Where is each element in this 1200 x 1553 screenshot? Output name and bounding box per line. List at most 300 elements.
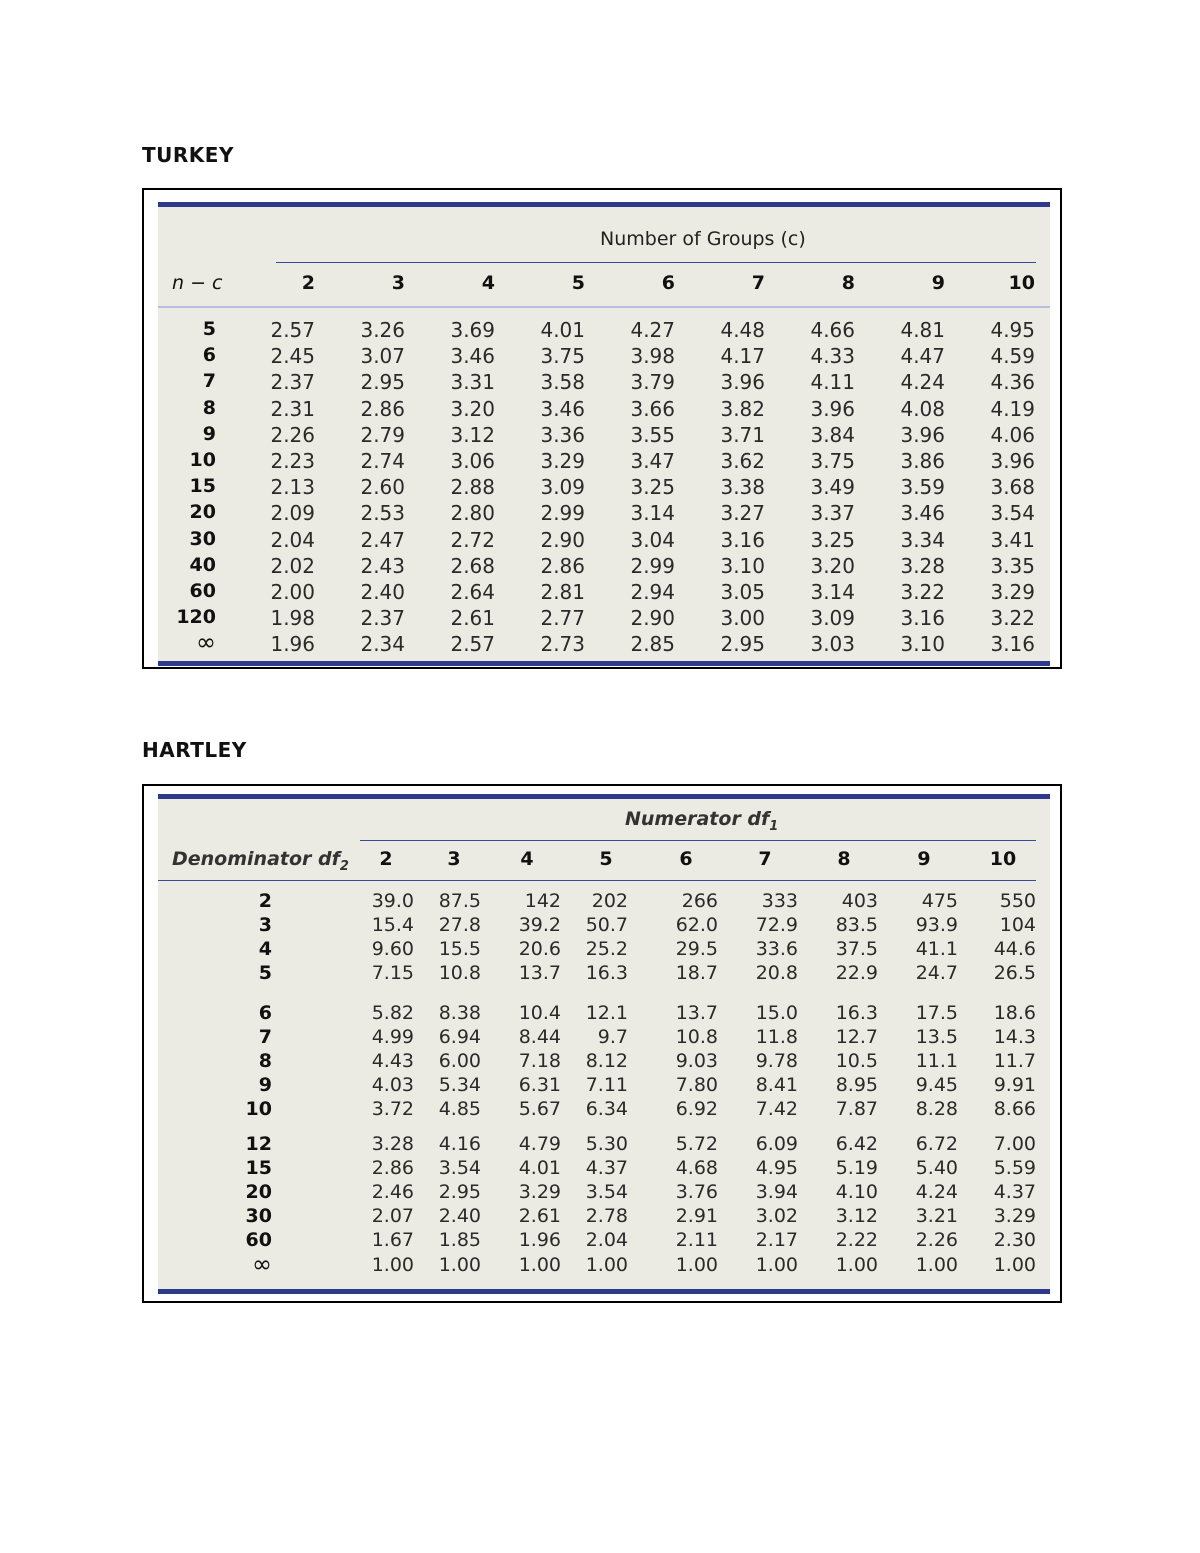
- table-cell: 2.95: [360, 370, 405, 395]
- table-cell: 2.78: [585, 1205, 628, 1227]
- table-cell: 39.2: [518, 914, 561, 936]
- table-cell: 3.29: [993, 1205, 1036, 1227]
- table-cell: 44.6: [993, 938, 1036, 960]
- table-cell: 3.28: [900, 553, 945, 578]
- table-cell: 93.9: [915, 914, 958, 936]
- table-cell: 2.74: [360, 449, 405, 473]
- row-label: 3: [258, 914, 272, 936]
- table-cell: 8.66: [993, 1098, 1036, 1120]
- table-cell: 5.40: [915, 1157, 958, 1179]
- table-cell: 3.26: [360, 318, 405, 342]
- table-cell: 72.9: [755, 914, 798, 936]
- table-cell: 3.37: [810, 501, 855, 526]
- table-cell: 2.17: [755, 1229, 798, 1251]
- table-cell: 2.99: [540, 501, 585, 526]
- row-label: 6: [202, 344, 216, 367]
- table-cell: 2.86: [360, 396, 405, 421]
- table-cell: 3.71: [720, 422, 765, 447]
- table-cell: 2.40: [438, 1205, 481, 1227]
- table-cell: 333: [761, 890, 798, 912]
- table-cell: 4.47: [900, 344, 945, 369]
- table-cell: 3.62: [720, 449, 765, 473]
- table-cell: 3.28: [371, 1133, 414, 1155]
- table-cell: 9.60: [371, 938, 414, 960]
- row-label: 6: [258, 1002, 272, 1024]
- table-cell: 10.4: [518, 1002, 561, 1024]
- table-cell: 3.84: [810, 422, 855, 447]
- table-cell: 2.37: [360, 606, 405, 631]
- table-cell: 2.00: [270, 580, 315, 604]
- table-cell: 26.5: [993, 962, 1036, 984]
- hartley-span-header: [625, 808, 778, 834]
- table-cell: 4.95: [990, 318, 1035, 342]
- table-cell: 2.22: [835, 1229, 878, 1251]
- column-header: 9: [917, 848, 931, 870]
- table-cell: 13.5: [915, 1026, 958, 1048]
- row-label: 7: [258, 1026, 272, 1048]
- table-cell: 5.82: [371, 1002, 414, 1024]
- table-cell: 3.10: [720, 553, 765, 578]
- table-cell: 104: [999, 914, 1036, 936]
- table-cell: 3.38: [720, 475, 765, 500]
- table-cell: 2.61: [518, 1205, 561, 1227]
- table-cell: 3.54: [438, 1157, 481, 1179]
- table-cell: 83.5: [835, 914, 878, 936]
- table-cell: 3.02: [755, 1205, 798, 1227]
- table-cell: 3.49: [810, 475, 855, 500]
- table-cell: 10.8: [438, 962, 481, 984]
- table-cell: 12.1: [585, 1002, 628, 1024]
- table-cell: 4.10: [835, 1181, 878, 1203]
- table-cell: 4.48: [720, 318, 765, 342]
- row-label: 9: [202, 422, 216, 445]
- table-cell: 1.00: [438, 1254, 481, 1276]
- table-cell: 3.96: [900, 422, 945, 447]
- table-cell: 4.37: [993, 1181, 1036, 1203]
- table-cell: 15.5: [438, 938, 481, 960]
- table-cell: 7.18: [518, 1050, 561, 1072]
- column-header: 7: [751, 272, 765, 294]
- table-cell: 3.98: [630, 344, 675, 369]
- table-cell: 5.19: [835, 1157, 878, 1179]
- table-cell: 1.00: [755, 1254, 798, 1276]
- table-cell: 3.75: [810, 449, 855, 473]
- row-label: 4: [258, 938, 272, 960]
- column-header: 2: [379, 848, 393, 870]
- table-cell: 6.92: [675, 1098, 718, 1120]
- table-bottom-bar: [158, 1289, 1050, 1294]
- table-cell: 3.12: [450, 422, 495, 447]
- table-cell: 3.34: [900, 527, 945, 552]
- table-cell: 3.03: [810, 632, 855, 657]
- table-cell: 4.95: [755, 1157, 798, 1179]
- table-cell: 2.77: [540, 606, 585, 631]
- table-cell: 2.90: [630, 606, 675, 631]
- table-cell: 3.31: [450, 370, 495, 395]
- table-cell: 4.24: [900, 370, 945, 395]
- table-cell: 13.7: [675, 1002, 718, 1024]
- table-cell: 3.35: [990, 553, 1035, 578]
- table-cell: 3.96: [990, 449, 1035, 473]
- row-label: 10: [245, 1098, 272, 1120]
- table-cell: 2.30: [993, 1229, 1036, 1251]
- table-cell: 5.34: [438, 1074, 481, 1096]
- tukey-stub-header: n − c: [172, 272, 223, 294]
- table-cell: 3.79: [630, 370, 675, 395]
- row-label: 15: [189, 475, 216, 498]
- table-cell: 3.27: [720, 501, 765, 526]
- table-cell: 3.00: [720, 606, 765, 631]
- table-cell: 3.54: [585, 1181, 628, 1203]
- table-cell: 3.07: [360, 344, 405, 369]
- table-cell: 2.57: [450, 632, 495, 657]
- table-cell: 4.16: [438, 1133, 481, 1155]
- table-cell: 3.12: [835, 1205, 878, 1227]
- table-cell: 12.7: [835, 1026, 878, 1048]
- table-cell: 2.91: [675, 1205, 718, 1227]
- table-top-bar: [158, 202, 1050, 207]
- span-label-subscript: 1: [769, 818, 779, 834]
- column-header: 6: [679, 848, 693, 870]
- table-cell: 3.06: [450, 449, 495, 473]
- table-cell: 2.45: [270, 344, 315, 369]
- column-header: 9: [931, 272, 945, 294]
- table-cell: 3.58: [540, 370, 585, 395]
- table-cell: 9.7: [597, 1026, 628, 1048]
- table-cell: 4.79: [518, 1133, 561, 1155]
- table-cell: 1.85: [438, 1229, 481, 1251]
- table-cell: 7.87: [835, 1098, 878, 1120]
- table-cell: 41.1: [915, 938, 958, 960]
- table-cell: 33.6: [755, 938, 798, 960]
- table-cell: 475: [921, 890, 958, 912]
- table-cell: 6.00: [438, 1050, 481, 1072]
- table-cell: 2.04: [585, 1229, 628, 1251]
- table-cell: 6.09: [755, 1133, 798, 1155]
- table-cell: 4.59: [990, 344, 1035, 369]
- table-cell: 2.68: [450, 553, 495, 578]
- table-cell: 3.54: [990, 501, 1035, 526]
- table-cell: 3.09: [810, 606, 855, 631]
- table-cell: 2.37: [270, 370, 315, 395]
- table-cell: 2.04: [270, 527, 315, 552]
- table-cell: 1.67: [371, 1229, 414, 1251]
- table-cell: 3.55: [630, 422, 675, 447]
- table-cell: 2.95: [438, 1181, 481, 1203]
- table-cell: 4.01: [540, 318, 585, 342]
- column-header: 3: [447, 848, 461, 870]
- table-cell: 5.72: [675, 1133, 718, 1155]
- table-cell: 10.5: [835, 1050, 878, 1072]
- column-header: 3: [391, 272, 405, 294]
- table-cell: 7.42: [755, 1098, 798, 1120]
- row-label: 5: [202, 318, 216, 340]
- table-cell: 87.5: [438, 890, 481, 912]
- table-cell: 4.03: [371, 1074, 414, 1096]
- row-label: 20: [189, 501, 216, 524]
- table-cell: 3.09: [540, 475, 585, 500]
- table-cell: 2.11: [675, 1229, 718, 1251]
- table-cell: 8.28: [915, 1098, 958, 1120]
- table-cell: 4.68: [675, 1157, 718, 1179]
- column-header: 10: [1008, 272, 1035, 294]
- table-cell: 3.82: [720, 396, 765, 421]
- table-cell: 3.41: [990, 527, 1035, 552]
- table-cell: 7.00: [993, 1133, 1036, 1155]
- table-cell: 7.11: [585, 1074, 628, 1096]
- table-cell: 25.2: [585, 938, 628, 960]
- table-cell: 2.43: [360, 553, 405, 578]
- column-header: 5: [571, 272, 585, 294]
- table-cell: 3.76: [675, 1181, 718, 1203]
- table-cell: 62.0: [675, 914, 718, 936]
- table-cell: 9.91: [993, 1074, 1036, 1096]
- table-cell: 1.00: [518, 1254, 561, 1276]
- table-cell: 3.96: [720, 370, 765, 395]
- row-label: 60: [245, 1229, 272, 1251]
- table-cell: 11.7: [993, 1050, 1036, 1072]
- table-cell: 3.96: [810, 396, 855, 421]
- table-cell: 6.72: [915, 1133, 958, 1155]
- hartley-section-title: HARTLEY: [142, 738, 247, 762]
- table-cell: 2.34: [360, 632, 405, 657]
- table-cell: 3.16: [720, 527, 765, 552]
- table-cell: 8.12: [585, 1050, 628, 1072]
- table-cell: 3.29: [540, 449, 585, 473]
- table-cell: 3.05: [720, 580, 765, 604]
- span-label-text: Numerator df: [625, 808, 770, 830]
- table-cell: 2.81: [540, 580, 585, 604]
- span-rule: [276, 262, 1036, 263]
- table-cell: 18.6: [993, 1002, 1036, 1024]
- table-cell: 2.64: [450, 580, 495, 604]
- tukey-table-frame: [142, 188, 1062, 669]
- table-cell: 17.5: [915, 1002, 958, 1024]
- table-cell: 266: [681, 890, 718, 912]
- table-cell: 2.72: [450, 527, 495, 552]
- table-cell: 2.88: [450, 475, 495, 500]
- table-cell: 4.06: [990, 422, 1035, 447]
- table-cell: 2.13: [270, 475, 315, 500]
- hartley-table: [158, 794, 1050, 1294]
- table-cell: 8.38: [438, 1002, 481, 1024]
- table-cell: 6.42: [835, 1133, 878, 1155]
- table-cell: 4.24: [915, 1181, 958, 1203]
- table-cell: 3.47: [630, 449, 675, 473]
- table-cell: 4.08: [900, 396, 945, 421]
- table-cell: 11.1: [915, 1050, 958, 1072]
- table-cell: 3.22: [990, 606, 1035, 631]
- table-cell: 202: [591, 890, 628, 912]
- table-cell: 142: [524, 890, 561, 912]
- table-cell: 1.00: [675, 1254, 718, 1276]
- table-cell: 2.47: [360, 527, 405, 552]
- table-cell: 22.9: [835, 962, 878, 984]
- table-cell: 2.86: [371, 1157, 414, 1179]
- table-cell: 3.46: [900, 501, 945, 526]
- table-cell: 2.79: [360, 422, 405, 447]
- table-cell: 3.75: [540, 344, 585, 369]
- column-header: 8: [841, 272, 855, 294]
- table-cell: 2.94: [630, 580, 675, 604]
- table-cell: 1.00: [371, 1254, 414, 1276]
- table-cell: 2.26: [915, 1229, 958, 1251]
- row-label: 30: [245, 1205, 272, 1227]
- table-cell: 29.5: [675, 938, 718, 960]
- table-cell: 4.37: [585, 1157, 628, 1179]
- table-cell: 39.0: [371, 890, 414, 912]
- table-cell: 3.46: [450, 344, 495, 369]
- table-cell: 4.43: [371, 1050, 414, 1072]
- table-cell: 3.72: [371, 1098, 414, 1120]
- row-label: 9: [258, 1074, 272, 1096]
- table-cell: 7.80: [675, 1074, 718, 1096]
- table-cell: 14.3: [993, 1026, 1036, 1048]
- row-label: ∞: [252, 1250, 272, 1278]
- table-cell: 18.7: [675, 962, 718, 984]
- table-cell: 2.07: [371, 1205, 414, 1227]
- table-cell: 2.60: [360, 475, 405, 500]
- row-label: 60: [189, 580, 216, 602]
- row-label: 8: [258, 1050, 272, 1072]
- table-cell: 9.45: [915, 1074, 958, 1096]
- row-label: 120: [176, 606, 216, 629]
- table-cell: 2.95: [720, 632, 765, 657]
- table-cell: 20.8: [755, 962, 798, 984]
- row-label: 5: [258, 962, 272, 984]
- table-cell: 4.36: [990, 370, 1035, 395]
- table-cell: 1.00: [915, 1254, 958, 1276]
- table-cell: 9.78: [755, 1050, 798, 1072]
- table-cell: 403: [841, 890, 878, 912]
- table-cell: 27.8: [438, 914, 481, 936]
- table-cell: 6.31: [518, 1074, 561, 1096]
- span-rule: [360, 840, 1036, 841]
- table-cell: 10.8: [675, 1026, 718, 1048]
- table-cell: 24.7: [915, 962, 958, 984]
- table-cell: 1.00: [993, 1254, 1036, 1276]
- table-cell: 2.73: [540, 632, 585, 657]
- table-cell: 3.69: [450, 318, 495, 342]
- table-cell: 4.19: [990, 396, 1035, 421]
- table-cell: 3.20: [450, 396, 495, 421]
- column-header: 6: [661, 272, 675, 294]
- table-cell: 13.7: [518, 962, 561, 984]
- table-cell: 1.96: [270, 632, 315, 657]
- table-cell: 3.46: [540, 396, 585, 421]
- row-label: 8: [202, 396, 216, 419]
- table-cell: 4.27: [630, 318, 675, 342]
- table-cell: 8.41: [755, 1074, 798, 1096]
- header-rule: [158, 880, 1036, 881]
- table-cell: 2.90: [540, 527, 585, 552]
- table-cell: 2.46: [371, 1181, 414, 1203]
- table-cell: 4.81: [900, 318, 945, 342]
- table-cell: 2.09: [270, 501, 315, 526]
- column-header: 10: [989, 848, 1017, 870]
- hartley-table-frame: [142, 784, 1062, 1303]
- table-cell: 15.0: [755, 1002, 798, 1024]
- table-cell: 550: [999, 890, 1036, 912]
- tukey-section-title: TURKEY: [142, 143, 234, 167]
- table-cell: 4.33: [810, 344, 855, 369]
- table-cell: 3.66: [630, 396, 675, 421]
- table-cell: 37.5: [835, 938, 878, 960]
- table-cell: 4.17: [720, 344, 765, 369]
- table-cell: 4.66: [810, 318, 855, 342]
- table-cell: 3.14: [810, 580, 855, 604]
- table-cell: 5.67: [518, 1098, 561, 1120]
- table-cell: 15.4: [371, 914, 414, 936]
- table-cell: 5.30: [585, 1133, 628, 1155]
- tukey-span-header: Number of Groups (c): [600, 228, 806, 250]
- row-label: 30: [189, 527, 216, 550]
- table-cell: 3.10: [900, 632, 945, 657]
- column-header: 5: [599, 848, 613, 870]
- table-cell: 2.31: [270, 396, 315, 421]
- column-header: 4: [481, 272, 495, 294]
- table-cell: 3.21: [915, 1205, 958, 1227]
- table-cell: 3.14: [630, 501, 675, 526]
- table-cell: 50.7: [585, 914, 628, 936]
- row-label: 7: [202, 370, 216, 393]
- table-cell: 4.01: [518, 1157, 561, 1179]
- table-cell: 4.11: [810, 370, 855, 395]
- table-cell: 2.80: [450, 501, 495, 526]
- table-cell: 3.25: [810, 527, 855, 552]
- table-cell: 3.29: [518, 1181, 561, 1203]
- table-cell: 3.36: [540, 422, 585, 447]
- stub-label-subscript: 2: [339, 858, 349, 874]
- table-cell: 2.57: [270, 318, 315, 342]
- row-label: 40: [189, 553, 216, 576]
- tukey-table: [158, 202, 1050, 666]
- table-cell: 16.3: [585, 962, 628, 984]
- table-cell: 3.68: [990, 475, 1035, 500]
- table-cell: 3.20: [810, 553, 855, 578]
- table-cell: 4.85: [438, 1098, 481, 1120]
- table-cell: 11.8: [755, 1026, 798, 1048]
- table-top-bar: [158, 794, 1050, 799]
- row-label: 2: [258, 890, 272, 912]
- row-label: 20: [245, 1181, 272, 1203]
- table-cell: 9.03: [675, 1050, 718, 1072]
- table-cell: 3.86: [900, 449, 945, 473]
- table-bottom-bar: [158, 661, 1050, 666]
- table-cell: 1.96: [518, 1229, 561, 1251]
- table-cell: 2.86: [540, 553, 585, 578]
- stub-label-text: Denominator df: [172, 848, 340, 870]
- table-cell: 3.04: [630, 527, 675, 552]
- row-label: 15: [245, 1157, 272, 1179]
- row-label: ∞: [196, 628, 216, 657]
- table-cell: 8.95: [835, 1074, 878, 1096]
- column-header: 7: [758, 848, 772, 870]
- table-cell: 3.59: [900, 475, 945, 500]
- column-header: 2: [301, 272, 315, 294]
- table-cell: 3.94: [755, 1181, 798, 1203]
- header-rule: [158, 306, 1050, 308]
- row-label: 10: [189, 449, 216, 471]
- table-cell: 6.94: [438, 1026, 481, 1048]
- column-header: 8: [837, 848, 851, 870]
- table-cell: 3.16: [900, 606, 945, 631]
- table-cell: 1.98: [270, 606, 315, 631]
- table-cell: 2.99: [630, 553, 675, 578]
- table-cell: 2.23: [270, 449, 315, 473]
- table-cell: 2.02: [270, 553, 315, 578]
- row-label: 12: [245, 1133, 272, 1155]
